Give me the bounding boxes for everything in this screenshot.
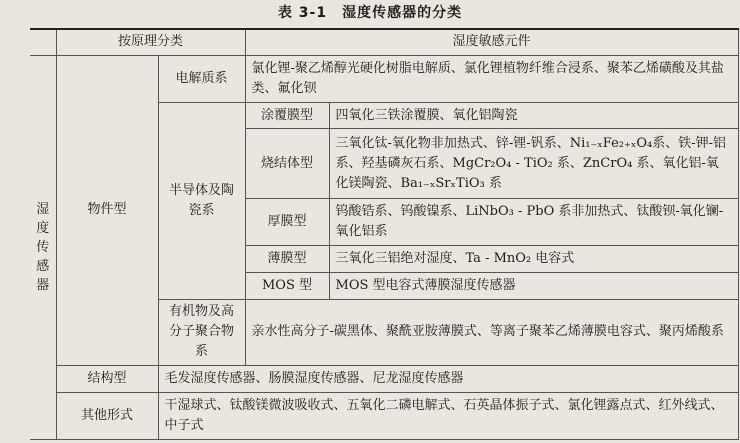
table-row — [30, 366, 738, 393]
physical-type-label: 物件型 — [56, 55, 158, 366]
header-principle: 按原理分类 — [56, 29, 245, 55]
humidity-sensor-classification-table — [30, 28, 739, 440]
other-desc: 干湿球式、钛酸镁微波吸收式、五氧化二磷电解式、石英晶体振子式、氯化锂露点式、红外线式、中子式 — [158, 392, 738, 439]
organic-desc: 亲水性高分子-碳黑体、聚酰亚胺薄膜式、等离子聚苯乙烯薄膜电容式、聚丙烯酸系 — [245, 299, 738, 366]
table-caption: 表 3-1 湿度传感器的分类 — [277, 5, 463, 21]
coating-film-desc: 四氧化三铁涂覆膜、氧化铝陶瓷 — [329, 102, 738, 129]
sintered-desc: 三氧化钛-氧化物非加热式、锌-锂-钒系、Ni₁₋ₓFe₂₊ₓO₄系、铁-钾-铝系、羟基磷灰石系、MgCr₂O₄ - TiO₂ 系、ZnCrO₄ 系、氧化铝-氧化镁陶瓷、Ba₁₋ₓSrₓTiO₃ 系 — [329, 129, 738, 199]
thin-film-label: 薄膜型 — [245, 246, 329, 273]
organic-label: 有机物及高分子聚合物系 — [158, 299, 245, 366]
other-type-label: 其他形式 — [56, 392, 158, 439]
root-label: 湿 度 传 感 器 — [30, 55, 56, 439]
sintered-label: 烧结体型 — [245, 129, 329, 199]
table-row — [30, 392, 738, 439]
table-row — [30, 55, 738, 102]
semiconductor-label: 半导体及陶瓷系 — [158, 102, 245, 299]
thick-film-desc: 钨酸锆系、钨酸镍系、LiNbO₃ - PbO 系非加热式、钛酸钡-氧化镧-氧化铝系 — [329, 199, 738, 246]
electrolyte-desc: 氯化锂-聚乙烯醇光硬化树脂电解质、氯化锂植物纤维合浸系、聚苯乙烯磺酸及其盐类、氟化钡 — [245, 55, 738, 102]
mos-desc: MOS 型电容式薄膜湿度传感器 — [329, 272, 738, 299]
coating-film-label: 涂覆膜型 — [245, 102, 329, 129]
header-element: 湿度敏感元件 — [245, 29, 738, 55]
thin-film-desc: 三氧化三铝绝对湿度、Ta - MnO₂ 电容式 — [329, 246, 738, 273]
structural-type-label: 结构型 — [56, 366, 158, 393]
header-blank — [30, 29, 56, 55]
structural-desc: 毛发湿度传感器、肠膜湿度传感器、尼龙湿度传感器 — [158, 366, 738, 393]
electrolyte-label: 电解质系 — [158, 55, 245, 102]
mos-label: MOS 型 — [245, 272, 329, 299]
header-row — [30, 29, 738, 55]
thick-film-label: 厚膜型 — [245, 199, 329, 246]
